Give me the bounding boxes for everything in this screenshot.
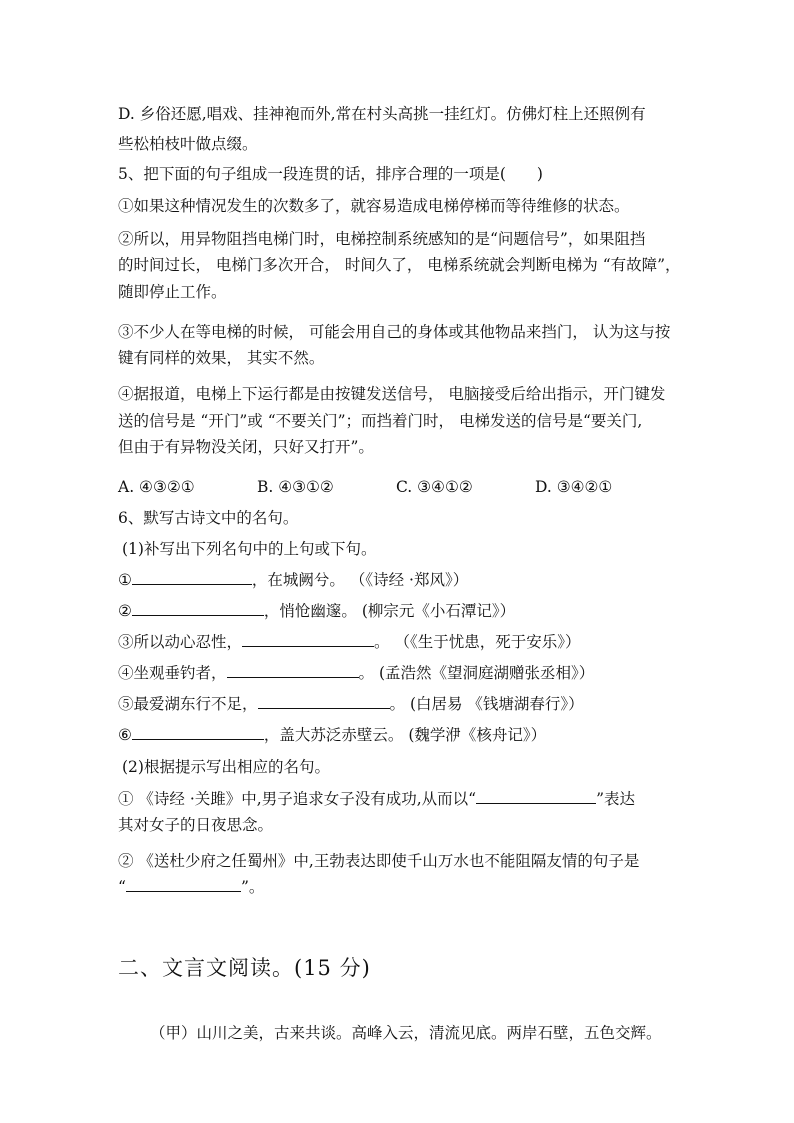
answer-blank[interactable] xyxy=(132,725,264,740)
q5-sentence-2-line2: 的时间过长， 电梯门多次开合， 时间久了， 电梯系统就会判断电梯为 “有故障”， xyxy=(118,256,681,274)
answer-blank[interactable] xyxy=(258,694,390,709)
q6-part1-heading: (1)补写出下列名句中的上句或下句。 xyxy=(122,540,377,558)
q5-stem: 5、把下面的句子组成一段连贯的话，排序合理的一项是( ) xyxy=(118,165,543,183)
q5-sentence-3-line2: 键有同样的效果， 其实不然。 xyxy=(118,349,325,367)
q5-sentence-4-line2: 送的信号是 “开门”或 “不要关门”；而挡着门时， 电梯发送的信号是“要关门, xyxy=(118,412,643,430)
answer-blank[interactable] xyxy=(132,601,264,616)
q6-prompt-1-line1 xyxy=(118,789,635,809)
answer-blank[interactable] xyxy=(132,570,252,585)
item-text: ，盖大苏泛赤壁云。 (魏学洢《核舟记》） xyxy=(263,726,547,744)
q5-sentence-4-line3: 但由于有异物没关闭，只好又打开”。 xyxy=(118,438,374,456)
item-text: ，在城阙兮。 （《诗经 ·郑风》） xyxy=(251,571,469,589)
answer-blank[interactable] xyxy=(126,877,241,892)
q4-option-d-line2: 些松柏枝叶做点缀。 xyxy=(118,135,258,153)
item-text: ，悄怆幽邃。 (柳宗元《小石潭记》） xyxy=(263,602,516,620)
q6-item-1 xyxy=(118,570,468,590)
q6-prompt-2-line2 xyxy=(118,877,264,897)
q5-sentence-1: ①如果这种情况发生的次数多了，就容易造成电梯停梯而等待维修的状态。 xyxy=(118,197,630,215)
answer-blank[interactable] xyxy=(476,789,596,804)
item-text: ⑥ xyxy=(118,726,132,744)
q5-option-a: A. ④③②① xyxy=(118,478,195,496)
item-text: ⑤最爱湖东行不足， xyxy=(118,695,258,713)
prompt-text: ”。 xyxy=(240,878,265,896)
q5-sentence-2-line1: ②所以，用异物阻挡电梯门时，电梯控制系统感知的是“问题信号”，如果阻挡 xyxy=(118,230,646,248)
q4-option-d-line1: D. 乡俗还愿,唱戏、挂神袍而外,常在村头高挑一挂红灯。仿佛灯柱上还照例有 xyxy=(118,105,646,123)
prompt-text: ”表达 xyxy=(596,790,635,808)
prompt-text: “ xyxy=(118,878,126,896)
section-2-paragraph-1: （甲）山川之美，古来共谈。高峰入云，清流见底。两岸石壁，五色交辉。 xyxy=(150,1024,662,1042)
q6-prompt-2-line1: ② 《送杜少府之任蜀州》中,王勃表达即使千山万水也不能阻隔友情的句子是 xyxy=(118,852,640,870)
q5-sentence-4-line1: ④据报道，电梯上下运行都是由按键发送信号， 电脑接受后给出指示，开门键发 xyxy=(118,385,666,403)
item-text: ② xyxy=(118,602,132,620)
q5-option-d: D. ③④②① xyxy=(535,478,613,496)
q5-option-b: B. ④③①② xyxy=(257,478,334,496)
q6-stem: 6、默写古诗文中的名句。 xyxy=(118,509,299,527)
q6-item-3 xyxy=(118,632,580,652)
q6-prompt-1-line2: 其对女子的日夜思念。 xyxy=(118,816,274,834)
item-text: 。 (孟浩然《望洞庭湖赠张丞相》） xyxy=(358,664,595,682)
q5-sentence-3-line1: ③不少人在等电梯的时候， 可能会用自己的身体或其他物品来挡门， 认为这与按 xyxy=(118,323,671,341)
q6-item-2 xyxy=(118,601,515,621)
item-text: ③所以动心忍性， xyxy=(118,633,243,651)
prompt-text: ① 《诗经 ·关雎》中,男子追求女子没有成功,从而以“ xyxy=(118,790,477,808)
q5-option-c: C. ③④①② xyxy=(396,478,473,496)
answer-blank[interactable] xyxy=(227,663,359,678)
item-text: 。 （《生于忧患，死于安乐》） xyxy=(374,633,581,651)
q5-sentence-2-line3: 随即停止工作。 xyxy=(118,283,227,301)
q6-item-5 xyxy=(118,694,584,714)
item-text: ④坐观垂钓者， xyxy=(118,664,227,682)
q6-part2-heading: (2)根据提示写出相应的名句。 xyxy=(122,758,330,776)
section-2-heading: 二、文言文阅读。(15 分) xyxy=(118,956,371,980)
answer-blank[interactable] xyxy=(242,632,374,647)
q6-item-6 xyxy=(118,725,546,745)
item-text: 。 (白居易 《钱塘湖春行》） xyxy=(389,695,584,713)
item-text: ① xyxy=(118,571,132,589)
q6-item-4 xyxy=(118,663,594,683)
